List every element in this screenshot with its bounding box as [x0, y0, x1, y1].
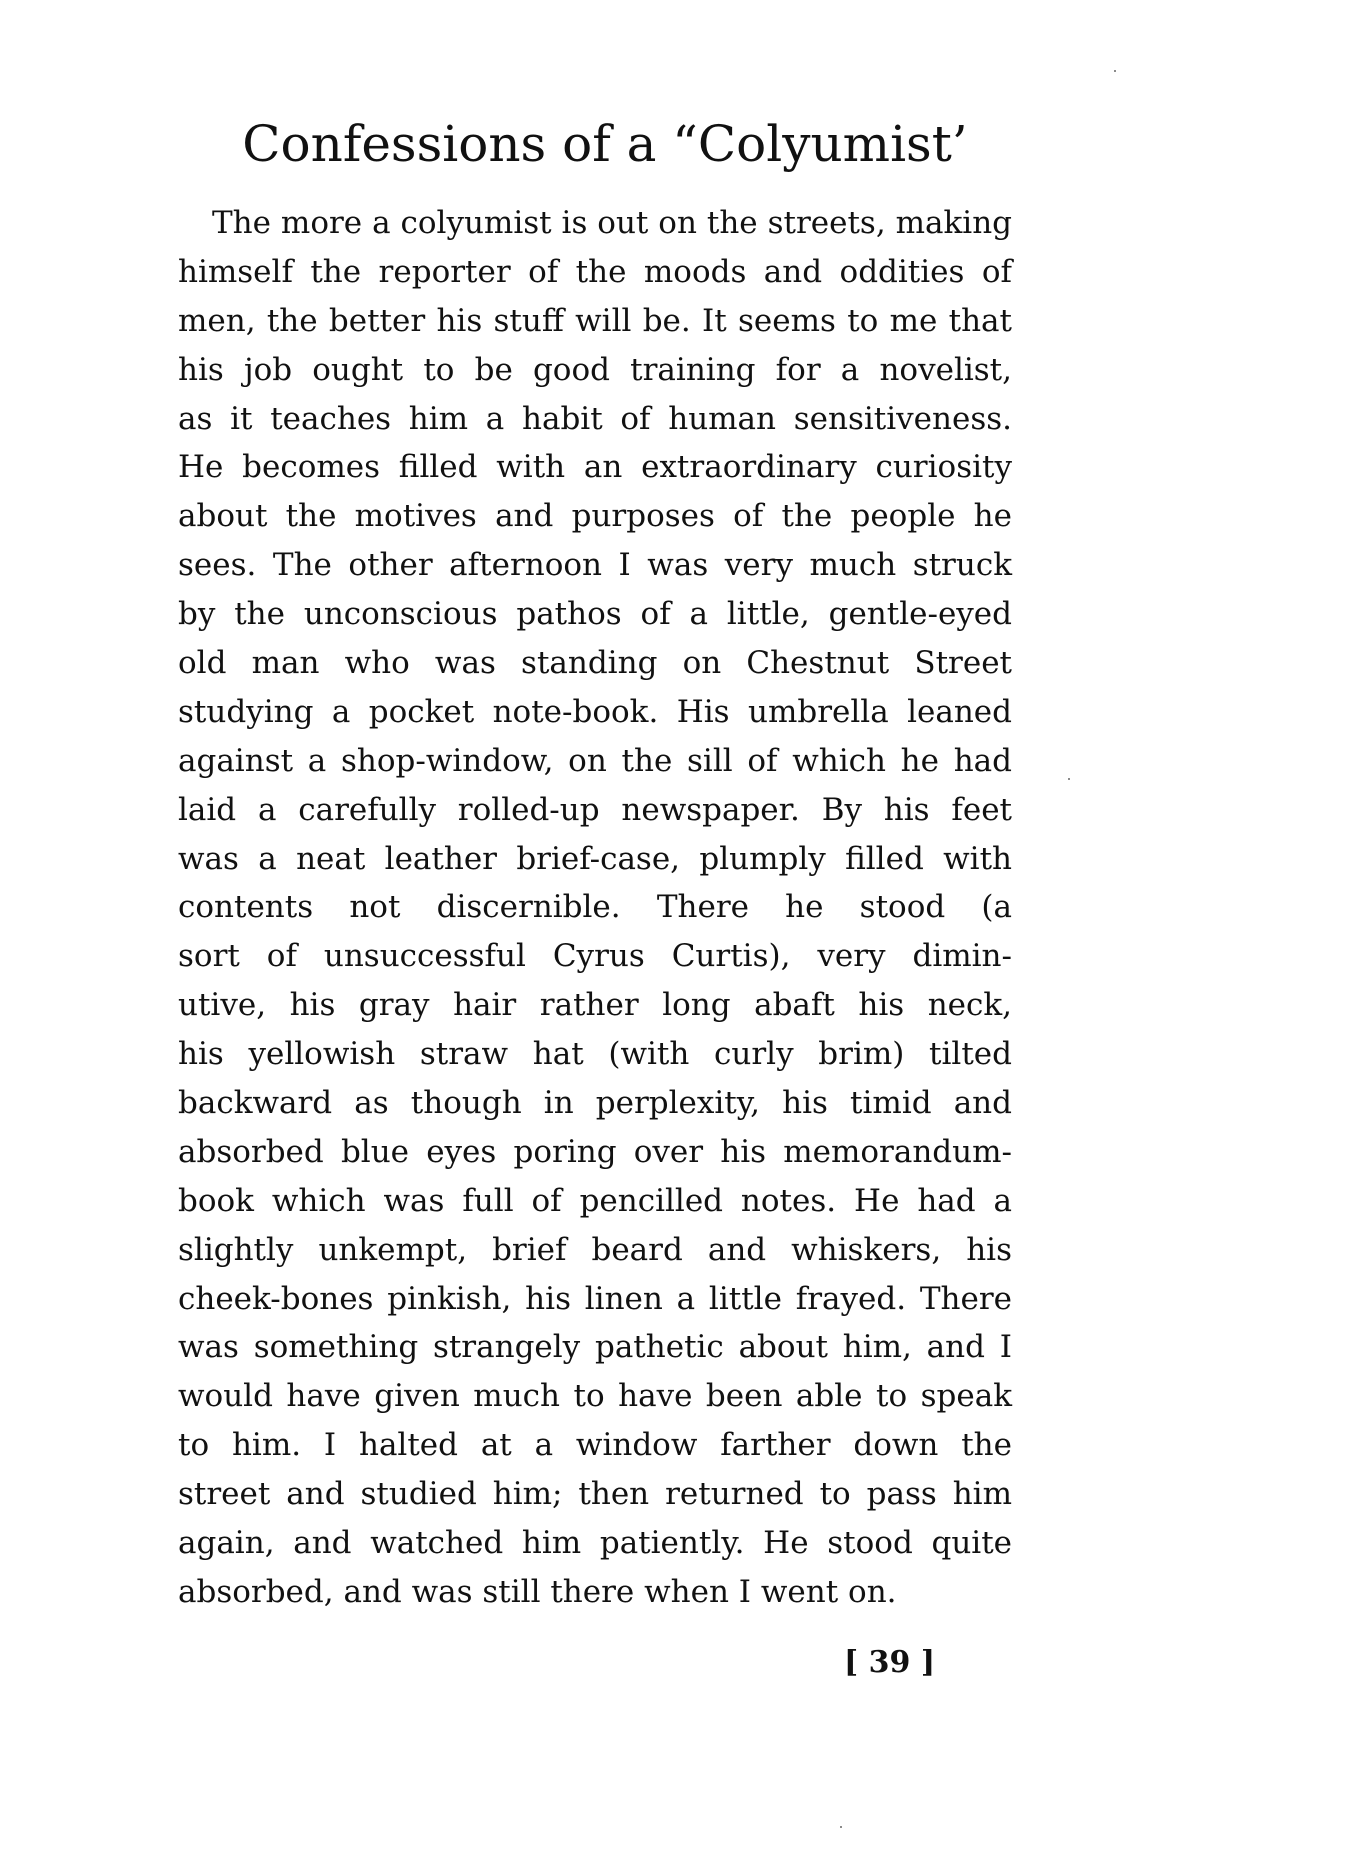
text-line: contents not discernible. There he stood (a — [178, 889, 1012, 926]
scan-speck — [1068, 778, 1070, 780]
text-line: absorbed, and was still there when I went on. — [178, 1573, 897, 1610]
scan-speck — [1114, 70, 1116, 72]
text-line: studying a pocket note-book. His umbrella leaned — [178, 693, 1012, 730]
text-line: The more a colyumist is out on the streets, making — [212, 205, 1012, 241]
text-line: men, the better his stuff will be. It seems to me that — [178, 302, 1012, 339]
text-line: was a neat leather brief-case, plumply filled with — [178, 840, 1012, 877]
text-line: was something strangely pathetic about him, and I — [178, 1329, 1012, 1366]
text-line: against a shop-window, on the sill of which he had — [178, 742, 1012, 779]
text-line: himself the reporter of the moods and oddities of — [178, 253, 1012, 290]
text-line: his yellowish straw hat (with curly brim) tilted — [178, 1036, 1012, 1073]
text-line: his job ought to be good training for a novelist, — [178, 351, 1012, 388]
text-line: old man who was standing on Chestnut Street — [178, 645, 1012, 682]
text-line: as it teaches him a habit of human sensitiveness. — [178, 400, 1012, 437]
text-line: sees. The other afternoon I was very much struck — [178, 547, 1012, 584]
scan-speck — [840, 1826, 842, 1828]
text-line: to him. I halted at a window farther down the — [178, 1427, 1012, 1464]
text-line: He becomes filled with an extraordinary curiosity — [178, 449, 1012, 486]
page-title: Confessions of a “Colyumist’ — [242, 115, 968, 173]
text-line: sort of unsuccessful Cyrus Curtis), very dimin- — [178, 938, 1012, 975]
text-line: by the unconscious pathos of a little, gentle-eyed — [178, 596, 1012, 633]
text-line: backward as though in perplexity, his timid and — [178, 1085, 1012, 1122]
body-paragraph — [178, 199, 1012, 1617]
text-line: laid a carefully rolled-up newspaper. By his feet — [178, 791, 1012, 828]
text-line: cheek-bones pinkish, his linen a little frayed. There — [178, 1280, 1012, 1317]
text-line: utive, his gray hair rather long abaft his neck, — [178, 987, 1012, 1024]
text-line: street and studied him; then returned to pass him — [178, 1476, 1012, 1513]
text-line: absorbed blue eyes poring over his memorandum- — [178, 1133, 1012, 1170]
page-number: [ 39 ] — [844, 1645, 936, 1680]
text-line: would have given much to have been able to speak — [178, 1378, 1012, 1415]
text-line: slightly unkempt, brief beard and whiskers, his — [178, 1231, 1012, 1268]
text-line: about the motives and purposes of the people he — [178, 498, 1012, 535]
text-line: again, and watched him patiently. He stood quite — [178, 1525, 1012, 1562]
text-line: book which was full of pencilled notes. He had a — [178, 1182, 1012, 1219]
